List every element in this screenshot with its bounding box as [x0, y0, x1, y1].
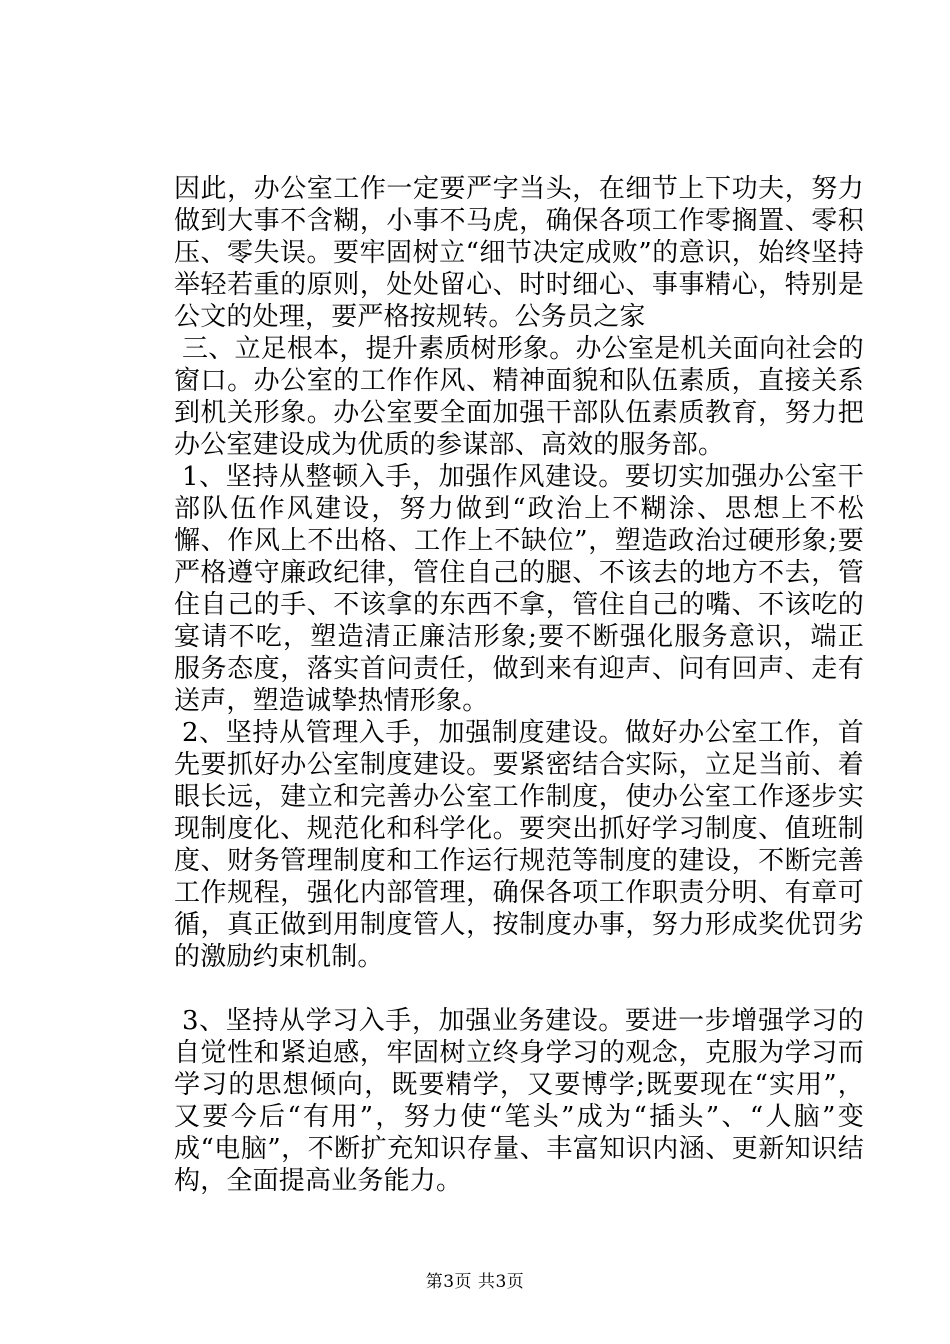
paragraph-item-two: 2、坚持从管理入手，加强制度建设。做好办公室工作，首先要抓好办公室制度建设。要紧密结合实际，立足当前、着眼长远，建立和完善办公室工作制度，使办公室工作逐步实现制度化、规范化和科学化。要突出抓好学习制度、值班制度、财务管理制度和工作运行规范等制度的建设，不断完善工作规程，强化内部管理，确保各项工作职责分明、有章可循，真正做到用制度管人，按制度办事，努力形成奖优罚劣的激励约束机制。	[174, 718, 864, 972]
paragraph-item-one: 1、坚持从整顿入手，加强作风建设。要切实加强办公室干部队伍作风建设，努力做到“政治上不糊涂、思想上不松懈、作风上不出格、工作上不缺位”，塑造政治过硬形象;要严格遵守廉政纪律，管住自己的腿、不该去的地方不去，管住自己的手、不该拿的东西不拿，管住自己的嘴、不该吃的宴请不吃，塑造清正廉洁形象;要不断强化服务意识，端正服务态度，落实首问责任，做到来有迎声、问有回声、走有送声，塑造诚挚热情形象。	[174, 462, 864, 716]
paragraph-item-three: 3、坚持从学习入手，加强业务建设。要进一步增强学习的自觉性和紧迫感，牢固树立终身学习的观念，克服为学习而学习的思想倾向，既要精学，又要博学;既要现在“实用”，又要今后“有用”，努力使“笔头”成为“插头”、“人脑”变成“电脑”，不断扩充知识存量、丰富知识内涵、更新知识结构，全面提高业务能力。	[174, 1006, 864, 1196]
document-body	[174, 173, 864, 1197]
paragraph-gap	[174, 973, 864, 1005]
paragraph-section-three: 三、立足根本，提升素质树形象。办公室是机关面向社会的窗口。办公室的工作作风、精神面貌和队伍素质，直接关系到机关形象。办公室要全面加强干部队伍素质教育，努力把办公室建设成为优质的参谋部、高效的服务部。	[174, 334, 864, 460]
paragraph-intro: 因此，办公室工作一定要严字当头，在细节上下功夫，努力做到大事不含糊，小事不马虎，确保各项工作零搁置、零积压、零失误。要牢固树立“细节决定成败”的意识，始终坚持举轻若重的原则，处处留心、时时细心、事事精心，特别是公文的处理，要严格按规转。公务员之家	[174, 174, 864, 332]
page-number-footer: 第3页 共3页	[425, 1272, 525, 1292]
